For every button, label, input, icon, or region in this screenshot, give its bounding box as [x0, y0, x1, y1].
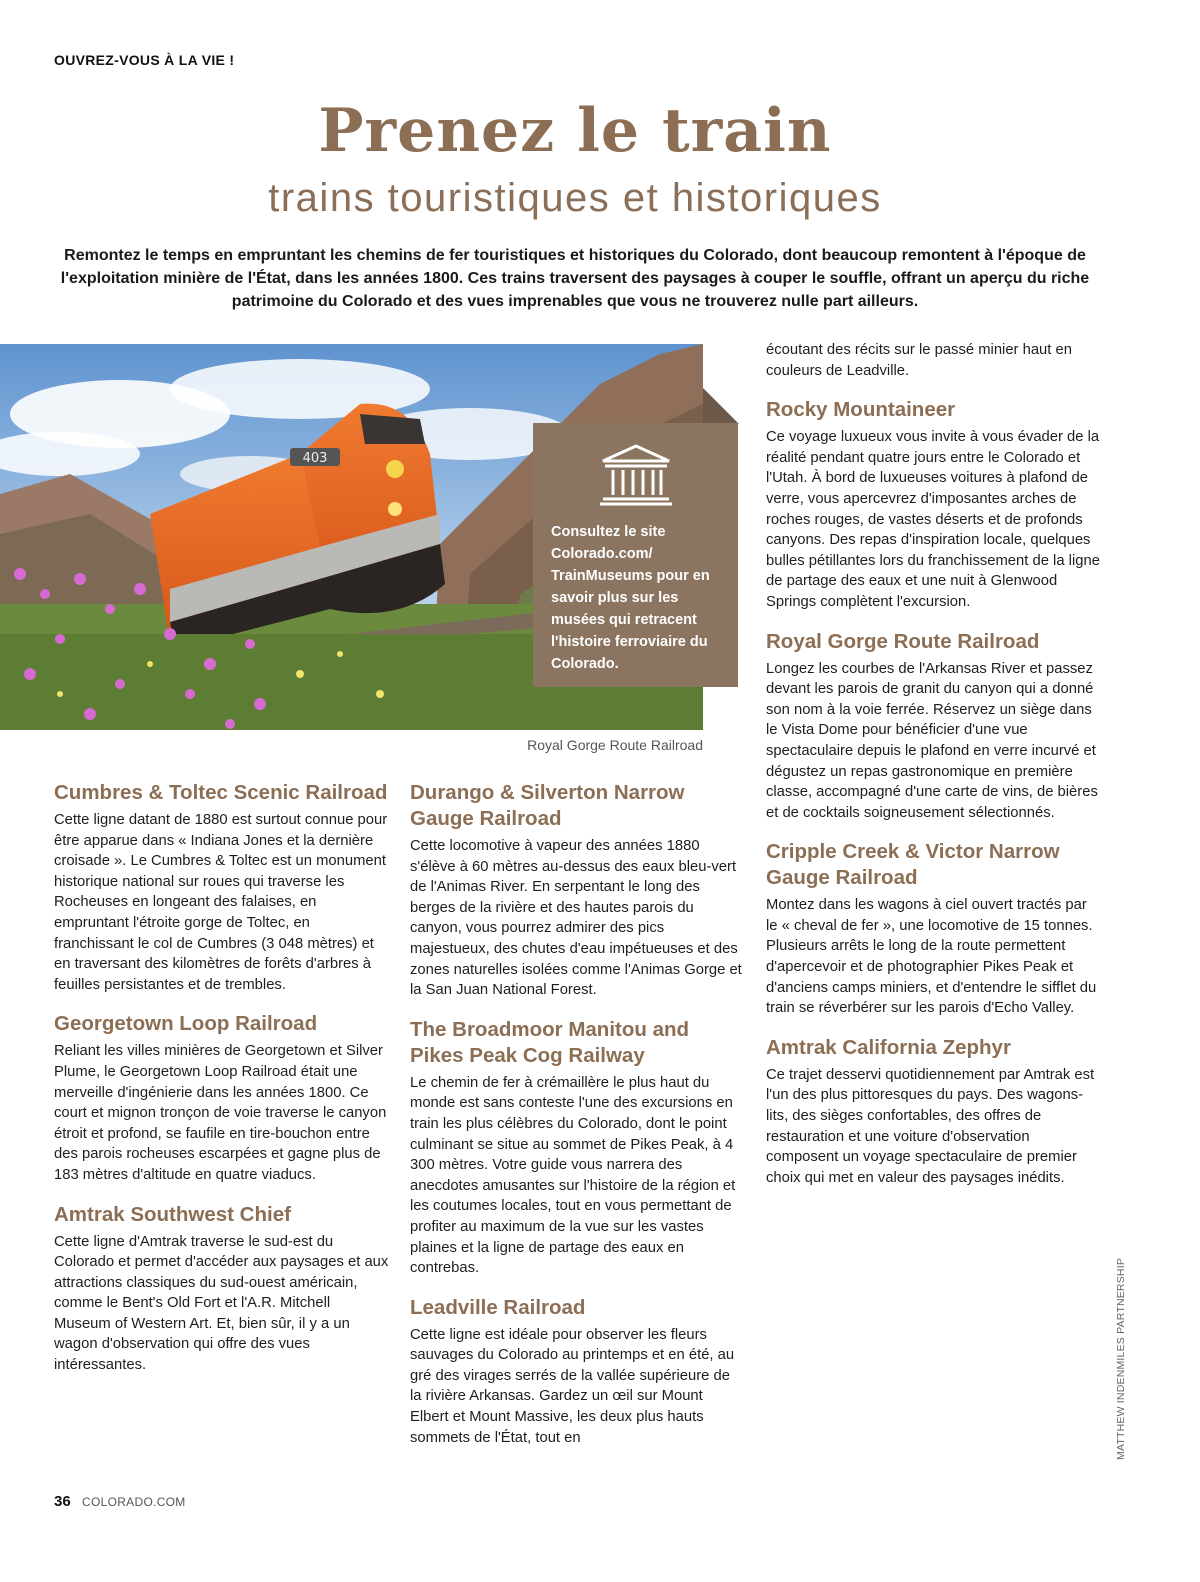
section-title: Royal Gorge Route Railroad: [766, 629, 1040, 653]
section-title: Leadville Railroad: [410, 1295, 586, 1319]
page-subtitle: trains touristiques et historiques: [268, 176, 882, 220]
section-durango-silverton: [410, 780, 745, 1001]
section-body: Cette locomotive à vapeur des années 1880 s'élève à 60 mètres au-dessus des eaux bleu-vert de l'Animas River. En serpentant le long des berges de la rivière et des hautes parois du canyon, vous pourrez admirer des pics majestueux, des chutes d'eau impétueuses et des zones naturelles isolées comme l'Animas Gorge et la San Juan National Forest.: [410, 838, 742, 999]
photo-caption: Royal Gorge Route Railroad: [527, 737, 703, 753]
column-1: [54, 780, 389, 1392]
section-royal-gorge: [766, 629, 1101, 824]
section-leadville: [410, 1295, 745, 1449]
train-museums-callout: [533, 423, 738, 687]
section-body: Montez dans les wagons à ciel ouvert tractés par le « cheval de fer », une locomotive de 15 tonnes. Plusieurs arrêts le long de la route permettent d'apercevoir et de photographier Pikes Peak et d'anciens camps miniers, et d'entendre le sifflet du train se réverbérer sur les parois d'Echo Valley.: [766, 897, 1097, 1017]
intro-paragraph: Remontez le temps en empruntant les chemins de fer touristiques et historiques du Colorado, dont beaucoup remontent à l'époque de l'exploitation minière de l'État, dans les années 1800. Ces trains traversent des paysages à couper le souffle, offrant un aperçu du riche patrimoine du Colorado et des vues imprenables que vous ne trouverez nulle part ailleurs.: [60, 247, 1090, 310]
footer-site: COLORADO.COM: [82, 1495, 186, 1509]
column-3: [766, 340, 1101, 1204]
section-cripple-creek: [766, 839, 1101, 1019]
section-title: The Broadmoor Manitou and Pikes Peak Cog Railway: [410, 1017, 690, 1067]
museum-icon: [599, 443, 673, 507]
section-title: Cripple Creek & Victor Narrow Gauge Railroad: [766, 840, 1060, 890]
section-broadmoor-cog: [410, 1017, 745, 1279]
callout-text: Consultez le site Colorado.com/ TrainMuseums pour en savoir plus sur les musées qui retracent l'histoire ferroviaire du Colorado.: [551, 524, 710, 672]
section-body: Cette ligne est idéale pour observer les fleurs sauvages du Colorado au printemps et en été, au gré des virages serrés de la vallée supérieure de la rivière Arkansas. Gardez un œil sur Mount Elbert et Mount Massive, les deux plus hauts sommets de l'État, tout en: [410, 1326, 735, 1446]
page-number: 36: [54, 1493, 71, 1510]
locomotive-number: 403: [302, 451, 328, 466]
section-title: Durango & Silverton Narrow Gauge Railroad: [410, 781, 685, 830]
section-body: Le chemin de fer à crémaillère le plus haut du monde est sans conteste l'une des excursions en train les plus célèbres du Colorado, dont le point culminant se situe au sommet de Pikes Peak, à 4 300 mètres. Votre guide vous narrera des anecdotes amusantes sur l'histoire de la région et les coutumes locales, tout en vous permettant de profiter au maximum de la vue sur les vastes plaines et la ligne de partage des eaux en contrebas.: [410, 1074, 736, 1277]
section-southwest-chief: [54, 1202, 389, 1376]
section-title: Cumbres & Toltec Scenic Railroad: [54, 781, 388, 804]
section-georgetown-loop: [54, 1011, 389, 1185]
section-title: Amtrak California Zephyr: [766, 1035, 1011, 1059]
callout-fold: [703, 388, 739, 424]
section-cumbres-toltec: [54, 780, 389, 995]
section-body: Ce voyage luxueux vous invite à vous évader de la réalité pendant quatre jours entre le Colorado et l'Utah. À bord de luxueuses voitures à plafond de verre, vous apercevrez d'imposantes arches de roches rouges, de vastes déserts et de profonds canyons. Des repas d'inspiration locale, quelques bulles pétillantes lors du franchissement de la ligne de partage des eaux et une nuit à Glenwood Springs complètent l'excursion.: [766, 429, 1100, 610]
leadville-continuation: écoutant des récits sur le passé minier haut en couleurs de Leadville.: [766, 342, 1072, 379]
section-california-zephyr: [766, 1035, 1101, 1189]
section-body: Cette ligne datant de 1880 est surtout connue pour être apparue dans « Indiana Jones et la dernière croisade ». Le Cumbres & Toltec est un monument historique national sur roues qui traverse les Rocheuses en longeant des falaises, en empruntant l'étroite gorge de Toltec, en franchissant le col de Cumbres (3 048 mètres) et en traversant des kilomètres de forêts d'arbres à feuilles persistantes et de trembles.: [54, 812, 388, 993]
section-body: Cette ligne d'Amtrak traverse le sud-est du Colorado et permet d'accéder aux paysages et aux attractions classiques du sud-ouest américain, comme le Bent's Old Fort et l'A.R. Mitchell Museum of Western Art. Et, bien sûr, il y a un wagon d'observation qui offre des vues intéressantes.: [54, 1233, 389, 1374]
section-body: Longez les courbes de l'Arkansas River et passez devant les parois de granit du canyon qui a donné son nom à la voie ferrée. Réservez un siège dans le Vista Dome pour bénéficier d'une vue spectaculaire depuis le plafond en verre incurvé et dégustez un repas gastronomique en première classe, accompagné d'une carte de vins, de bières et de cocktails soigneusement sélectionnés.: [766, 660, 1098, 821]
section-title: Amtrak Southwest Chief: [54, 1202, 291, 1226]
section-body: Ce trajet desservi quotidiennement par Amtrak est l'un des plus pittoresques du pays. Des wagons-lits, des sièges confortables, des offres de restauration et une voiture d'observation composent un voyage spectaculaire de premier choix qui met en valeur des paysages inédits.: [766, 1066, 1095, 1186]
photo-credit: MATTHEW INDENMILES PARTNERSHIP: [1115, 1257, 1127, 1460]
kicker: OUVREZ-VOUS À LA VIE !: [54, 52, 235, 68]
section-title: Rocky Mountaineer: [766, 398, 956, 422]
column-2: [410, 780, 745, 1464]
page-title: Prenez le train: [318, 96, 832, 166]
section-title: Georgetown Loop Railroad: [54, 1012, 318, 1036]
section-body: Reliant les villes minières de Georgetown et Silver Plume, le Georgetown Loop Railroad était une merveille d'ingénierie dans les années 1800. Ce court et mignon tronçon de voie traverse le canyon étroit et profond, se faufile en tire-bouchon entre des parois rocheuses escarpées et gagne plus de 183 mètres d'altitude en quatre viaducs.: [54, 1043, 387, 1183]
section-rocky-mountaineer: [766, 397, 1101, 612]
